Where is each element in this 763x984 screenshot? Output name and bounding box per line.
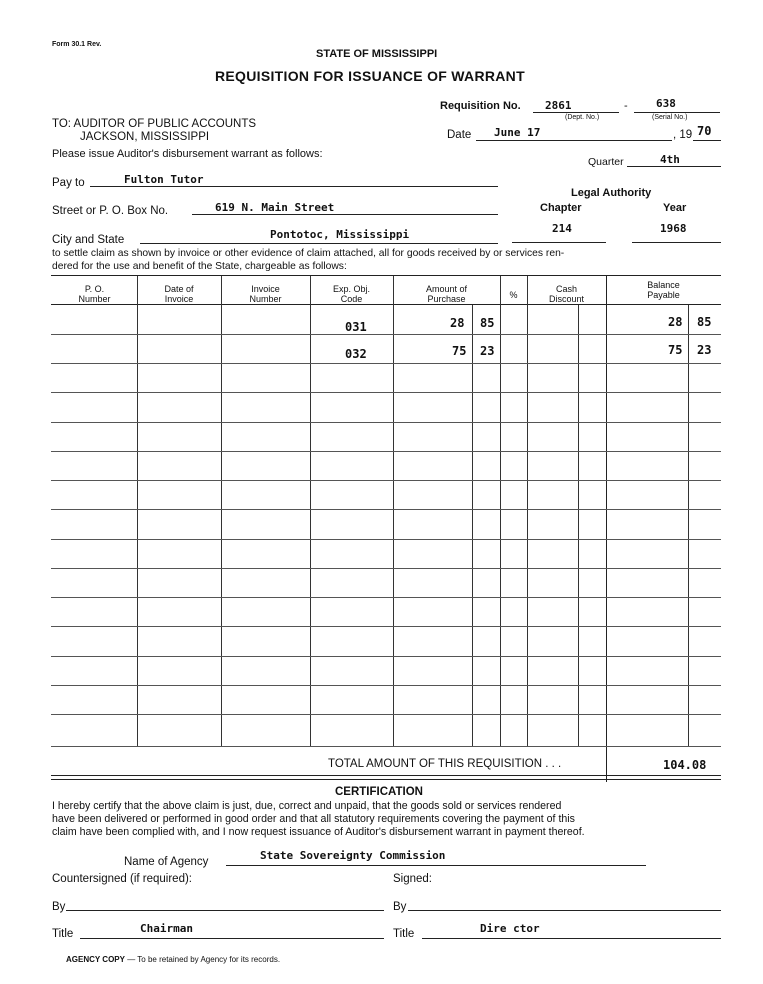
agency-line [226, 865, 646, 866]
row2-amount-cents: 23 [480, 344, 495, 358]
total-value: 104.08 [663, 758, 707, 772]
row-line [51, 363, 721, 364]
serial-no-line [634, 112, 720, 113]
title-left-line [80, 938, 384, 939]
row-line [51, 568, 721, 569]
date-label: Date [447, 129, 472, 141]
header-amount-of-purchase: Amount of Purchase [425, 284, 468, 304]
legal-year-value: 1968 [660, 222, 687, 235]
form-title: REQUISITION FOR ISSUANCE OF WARRANT [215, 68, 525, 84]
year-line [693, 140, 721, 141]
year-prefix: , 19 [673, 129, 693, 141]
by-right-label: By [393, 901, 407, 913]
street-line [192, 214, 498, 215]
col-line [578, 305, 579, 746]
requisition-label: Requisition No. [440, 100, 521, 112]
city-line [140, 243, 498, 244]
pay-to-label: Pay to [52, 177, 85, 189]
row2-balance-dollars: 75 [668, 343, 683, 357]
certification-line1: I hereby certify that the above claim is just, due, correct and unpaid, that the goods sold or services rendered [52, 800, 562, 812]
row1-amount-dollars: 28 [450, 316, 465, 330]
quarter-line [627, 166, 721, 167]
header-percent: % [509, 290, 518, 300]
col-line [688, 305, 689, 746]
chapter-line [512, 242, 606, 243]
signed-label: Signed: [393, 873, 433, 885]
pay-to-value: Fulton Tutor [124, 173, 204, 186]
quarter-value: 4th [660, 153, 680, 166]
by-left-line [66, 910, 384, 911]
dept-no-caption: (Dept. No.) [565, 114, 600, 121]
row-line [51, 714, 721, 715]
col-line [527, 276, 528, 746]
row-line [51, 392, 721, 393]
state-heading: STATE OF MISSISSIPPI [316, 48, 438, 60]
chapter-value: 214 [552, 222, 572, 235]
header-po: P. O. Number [78, 284, 111, 304]
header-exp-obj-code: Exp. Obj. Code [332, 284, 370, 304]
date-line [476, 140, 672, 141]
date-value: June 17 [494, 126, 541, 139]
row-line [51, 746, 721, 747]
certification-line3: claim have been complied with, and I now request issuance of Auditor's disbursement warrant in payment thereof. [52, 826, 585, 838]
row-line [51, 656, 721, 657]
header-balance-payable: Balance Payable [647, 280, 680, 300]
col-line [500, 276, 501, 746]
col-line [137, 276, 138, 746]
quarter-label: Quarter [588, 156, 624, 168]
certification-title: CERTIFICATION [335, 786, 423, 798]
footer-note [66, 955, 280, 964]
street-value: 619 N. Main Street [215, 201, 335, 214]
serial-no-value: 638 [656, 97, 676, 110]
agency-copy-label: AGENCY COPY [66, 955, 125, 964]
row-line [51, 626, 721, 627]
chapter-label: Chapter [540, 202, 582, 214]
by-left-label: By [52, 901, 66, 913]
header-date-of-invoice: Date of Invoice [164, 284, 194, 304]
row-line [51, 451, 721, 452]
row1-balance-dollars: 28 [668, 315, 683, 329]
row1-amount-cents: 85 [480, 316, 495, 330]
col-line [310, 276, 311, 746]
settle-text-line1: to settle claim as shown by invoice or other evidence of claim attached, all for goods received by or services ren- [52, 248, 565, 259]
title-right-line [422, 938, 721, 939]
addressee-city: JACKSON, MISSISSIPPI [80, 131, 210, 143]
row1-balance-cents: 85 [697, 315, 712, 329]
requisition-dash: - [624, 100, 628, 112]
title-right-label: Title [393, 928, 415, 940]
legal-authority-label: Legal Authority [571, 187, 652, 199]
title-left-label: Title [52, 928, 74, 940]
city-value: Pontotoc, Mississippi [270, 228, 410, 241]
agency-label: Name of Agency [124, 856, 209, 868]
pay-to-line [90, 186, 498, 187]
row-line [51, 539, 721, 540]
title-right-value: Dire ctor [480, 922, 540, 935]
year-value: 70 [697, 124, 712, 138]
legal-year-line [632, 242, 721, 243]
header-cash-discount: Cash Discount [548, 284, 584, 304]
legal-year-label: Year [663, 202, 687, 214]
total-rule-1 [51, 775, 721, 776]
total-rule-2 [51, 779, 721, 780]
col-line [393, 276, 394, 746]
agency-value: State Sovereignty Commission [260, 849, 446, 862]
agency-copy-note: — To be retained by Agency for its records. [127, 955, 281, 964]
row2-balance-cents: 23 [697, 343, 712, 357]
header-invoice-number: Invoice Number [249, 284, 282, 304]
total-label: TOTAL AMOUNT OF THIS REQUISITION . . . [328, 758, 562, 770]
col-line [472, 305, 473, 746]
row-line [51, 334, 721, 335]
col-line [606, 276, 607, 782]
table-top-border [51, 275, 721, 276]
issue-instruction: Please issue Auditor's disbursement warrant as follows: [52, 148, 323, 160]
row-line [51, 597, 721, 598]
settle-text-line2: dered for the use and benefit of the State, chargeable as follows: [52, 261, 347, 272]
row1-code: 031 [345, 320, 367, 334]
row2-code: 032 [345, 347, 367, 361]
by-right-line [408, 910, 721, 911]
certification-line2: have been delivered or performed in good order and that all statutory requirements covering the payment of this [52, 813, 575, 825]
serial-no-caption: (Serial No.) [652, 114, 688, 121]
col-line [221, 276, 222, 746]
city-label: City and State [52, 234, 125, 246]
dept-no-line [533, 112, 619, 113]
title-left-value: Chairman [140, 922, 193, 935]
street-label: Street or P. O. Box No. [52, 205, 169, 217]
addressee-to: TO: AUDITOR OF PUBLIC ACCOUNTS [52, 118, 257, 130]
countersigned-label: Countersigned (if required): [52, 873, 192, 885]
row-line [51, 422, 721, 423]
row-line [51, 509, 721, 510]
row-line [51, 685, 721, 686]
form-number: Form 30.1 Rev. [52, 41, 102, 48]
row-line [51, 480, 721, 481]
dept-no-value: 2861 [545, 99, 572, 112]
row2-amount-dollars: 75 [452, 344, 467, 358]
table-header-border [51, 304, 721, 305]
